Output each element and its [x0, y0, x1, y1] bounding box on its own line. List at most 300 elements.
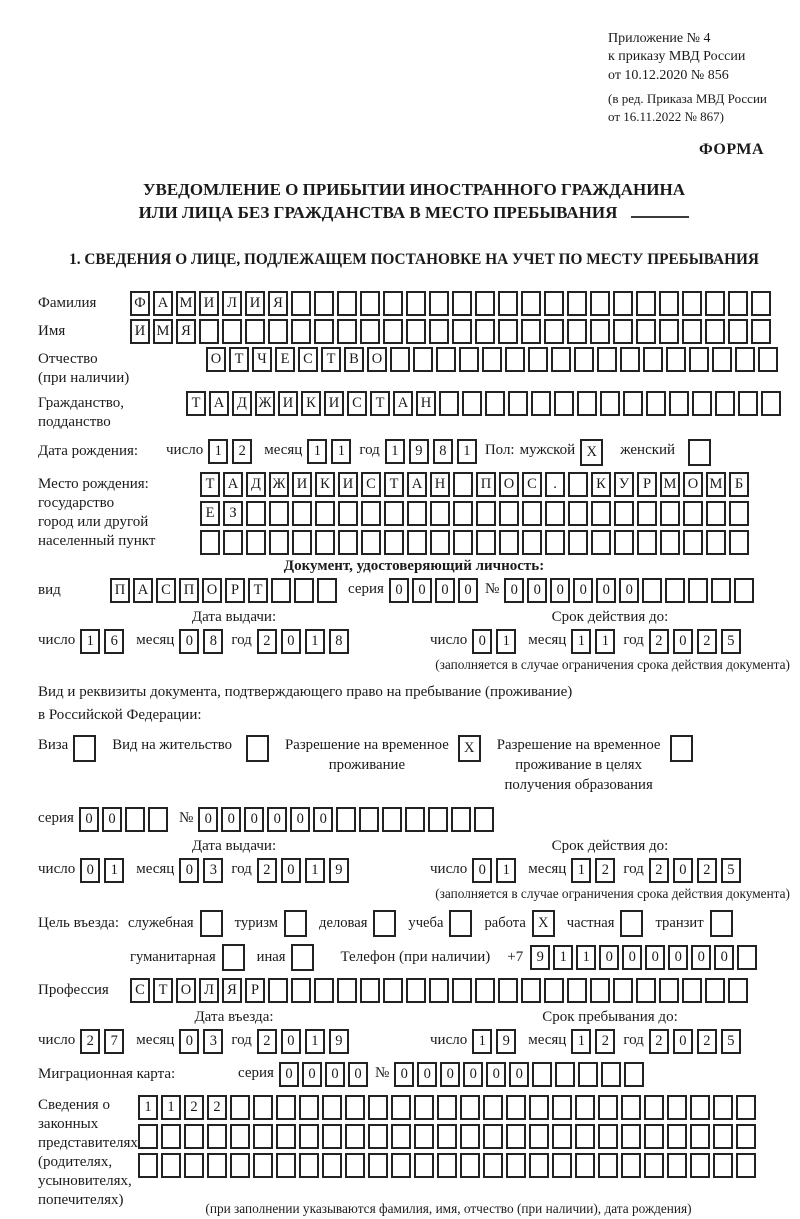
form-cell[interactable]: 2 — [649, 858, 669, 883]
form-cell[interactable] — [689, 347, 709, 372]
form-cell[interactable] — [705, 978, 725, 1003]
birthplace-row2-boxes[interactable] — [200, 501, 752, 526]
form-cell[interactable] — [713, 1095, 733, 1120]
form-cell[interactable]: 1 — [472, 1029, 492, 1054]
form-cell[interactable] — [568, 472, 588, 497]
birthdate-year-boxes[interactable] — [385, 439, 481, 464]
form-cell[interactable]: 0 — [389, 578, 409, 603]
form-cell[interactable]: Т — [321, 347, 341, 372]
checkbox-cell[interactable] — [200, 910, 223, 937]
form-cell[interactable] — [751, 319, 771, 344]
form-cell[interactable]: 1 — [496, 629, 516, 654]
form-cell[interactable] — [476, 530, 496, 555]
form-cell[interactable]: 3 — [203, 1029, 223, 1054]
birthplace-row1-boxes[interactable] — [200, 472, 752, 497]
checkbox-cell[interactable] — [710, 910, 733, 937]
form-cell[interactable] — [621, 1095, 641, 1120]
form-cell[interactable] — [521, 291, 541, 316]
residence-valid-month-boxes[interactable] — [571, 858, 619, 883]
form-cell[interactable] — [613, 319, 633, 344]
form-cell[interactable]: 1 — [571, 1029, 591, 1054]
form-cell[interactable]: 2 — [257, 1029, 277, 1054]
residence-issue-year-boxes[interactable] — [257, 858, 353, 883]
form-cell[interactable] — [506, 1095, 526, 1120]
form-cell[interactable] — [552, 1153, 572, 1178]
form-cell[interactable]: 0 — [472, 629, 492, 654]
form-cell[interactable]: 0 — [313, 807, 333, 832]
form-cell[interactable] — [482, 347, 502, 372]
form-cell[interactable] — [598, 1153, 618, 1178]
form-cell[interactable] — [451, 807, 471, 832]
form-cell[interactable] — [336, 807, 356, 832]
form-cell[interactable]: 0 — [673, 1029, 693, 1054]
form-cell[interactable] — [729, 501, 749, 526]
form-cell[interactable] — [499, 501, 519, 526]
form-cell[interactable] — [338, 501, 358, 526]
form-cell[interactable]: 0 — [509, 1062, 529, 1087]
form-cell[interactable]: С — [130, 978, 150, 1003]
residence-permit-checkbox[interactable] — [246, 735, 272, 762]
patronymic-boxes[interactable] — [206, 347, 781, 372]
form-cell[interactable]: 0 — [179, 629, 199, 654]
form-cell[interactable]: Т — [248, 578, 268, 603]
form-cell[interactable]: С — [347, 391, 367, 416]
form-cell[interactable] — [360, 319, 380, 344]
form-cell[interactable] — [161, 1124, 181, 1149]
form-cell[interactable] — [637, 501, 657, 526]
form-cell[interactable] — [148, 807, 168, 832]
form-cell[interactable]: Я — [268, 291, 288, 316]
form-cell[interactable]: 0 — [673, 858, 693, 883]
form-cell[interactable] — [574, 347, 594, 372]
form-cell[interactable]: 2 — [595, 858, 615, 883]
form-cell[interactable] — [322, 1124, 342, 1149]
form-cell[interactable]: Р — [637, 472, 657, 497]
form-cell[interactable]: 0 — [221, 807, 241, 832]
purpose-tourism-checkbox[interactable] — [284, 910, 310, 937]
form-cell[interactable] — [575, 1153, 595, 1178]
identity-valid-month-boxes[interactable] — [571, 629, 619, 654]
form-cell[interactable] — [223, 530, 243, 555]
form-cell[interactable] — [601, 1062, 621, 1087]
form-cell[interactable] — [552, 1095, 572, 1120]
form-cell[interactable]: 0 — [622, 945, 642, 970]
form-cell[interactable] — [460, 1095, 480, 1120]
form-cell[interactable]: 1 — [571, 629, 591, 654]
doc-series-boxes[interactable] — [389, 578, 481, 603]
form-cell[interactable]: Я — [176, 319, 196, 344]
form-cell[interactable]: А — [393, 391, 413, 416]
form-cell[interactable] — [360, 291, 380, 316]
form-cell[interactable] — [276, 1095, 296, 1120]
form-cell[interactable]: Л — [222, 291, 242, 316]
form-cell[interactable]: 0 — [440, 1062, 460, 1087]
form-cell[interactable]: 0 — [102, 807, 122, 832]
form-cell[interactable]: 1 — [161, 1095, 181, 1120]
identity-valid-year-boxes[interactable] — [649, 629, 745, 654]
form-cell[interactable]: Ф — [130, 291, 150, 316]
form-cell[interactable] — [125, 807, 145, 832]
form-cell[interactable]: Т — [200, 472, 220, 497]
stay-year-boxes[interactable] — [649, 1029, 745, 1054]
form-cell[interactable]: 0 — [290, 807, 310, 832]
birthdate-month-boxes[interactable] — [307, 439, 355, 464]
identity-issue-day-boxes[interactable] — [80, 629, 128, 654]
form-cell[interactable]: В — [344, 347, 364, 372]
form-cell[interactable]: Ж — [255, 391, 275, 416]
form-cell[interactable] — [428, 807, 448, 832]
form-cell[interactable]: 9 — [409, 439, 429, 464]
form-cell[interactable] — [483, 1124, 503, 1149]
residence-valid-year-boxes[interactable] — [649, 858, 745, 883]
citizenship-boxes[interactable] — [186, 391, 784, 416]
form-cell[interactable]: И — [245, 291, 265, 316]
form-cell[interactable]: О — [176, 978, 196, 1003]
form-cell[interactable]: 0 — [573, 578, 593, 603]
form-cell[interactable]: Д — [232, 391, 252, 416]
form-cell[interactable] — [642, 578, 662, 603]
form-cell[interactable]: И — [130, 319, 150, 344]
form-cell[interactable] — [462, 391, 482, 416]
form-cell[interactable] — [578, 1062, 598, 1087]
form-cell[interactable] — [384, 501, 404, 526]
form-cell[interactable]: 0 — [79, 807, 99, 832]
form-cell[interactable]: С — [298, 347, 318, 372]
form-cell[interactable]: 0 — [673, 629, 693, 654]
form-cell[interactable]: Т — [370, 391, 390, 416]
visa-checkbox[interactable] — [73, 735, 99, 762]
identity-issue-year-boxes[interactable] — [257, 629, 353, 654]
form-cell[interactable] — [636, 291, 656, 316]
form-cell[interactable] — [567, 319, 587, 344]
form-cell[interactable]: К — [301, 391, 321, 416]
form-cell[interactable] — [568, 530, 588, 555]
form-cell[interactable]: 2 — [649, 1029, 669, 1054]
form-cell[interactable] — [430, 530, 450, 555]
form-cell[interactable] — [453, 472, 473, 497]
form-cell[interactable] — [624, 1062, 644, 1087]
form-cell[interactable] — [338, 530, 358, 555]
form-cell[interactable]: М — [176, 291, 196, 316]
form-cell[interactable] — [499, 530, 519, 555]
form-cell[interactable] — [391, 1124, 411, 1149]
form-cell[interactable]: 1 — [385, 439, 405, 464]
form-cell[interactable] — [598, 1095, 618, 1120]
form-cell[interactable] — [459, 347, 479, 372]
form-cell[interactable]: 0 — [691, 945, 711, 970]
form-cell[interactable] — [666, 347, 686, 372]
purpose-work-checkbox[interactable] — [532, 910, 558, 937]
form-cell[interactable] — [474, 807, 494, 832]
form-cell[interactable] — [623, 391, 643, 416]
form-cell[interactable]: Т — [186, 391, 206, 416]
form-cell[interactable] — [453, 501, 473, 526]
form-cell[interactable]: С — [522, 472, 542, 497]
purpose-study-checkbox[interactable] — [449, 910, 475, 937]
stay-month-boxes[interactable] — [571, 1029, 619, 1054]
form-cell[interactable]: 2 — [697, 1029, 717, 1054]
form-cell[interactable]: Р — [225, 578, 245, 603]
form-cell[interactable]: М — [660, 472, 680, 497]
birthdate-day-boxes[interactable] — [208, 439, 256, 464]
form-cell[interactable]: 0 — [267, 807, 287, 832]
form-cell[interactable] — [729, 530, 749, 555]
form-cell[interactable]: У — [614, 472, 634, 497]
form-cell[interactable] — [429, 319, 449, 344]
form-cell[interactable] — [577, 391, 597, 416]
form-cell[interactable]: П — [179, 578, 199, 603]
form-cell[interactable] — [529, 1153, 549, 1178]
form-cell[interactable] — [660, 530, 680, 555]
form-cell[interactable] — [407, 530, 427, 555]
form-cell[interactable] — [522, 530, 542, 555]
form-cell[interactable]: 6 — [104, 629, 124, 654]
form-cell[interactable]: 0 — [325, 1062, 345, 1087]
form-cell[interactable]: А — [133, 578, 153, 603]
form-cell[interactable] — [291, 319, 311, 344]
form-cell[interactable] — [643, 347, 663, 372]
form-cell[interactable] — [317, 578, 337, 603]
form-cell[interactable]: С — [361, 472, 381, 497]
form-cell[interactable]: 1 — [305, 629, 325, 654]
form-cell[interactable]: 8 — [329, 629, 349, 654]
form-cell[interactable] — [528, 347, 548, 372]
form-cell[interactable] — [405, 807, 425, 832]
form-cell[interactable]: 0 — [619, 578, 639, 603]
form-cell[interactable] — [498, 291, 518, 316]
form-cell[interactable] — [452, 291, 472, 316]
form-cell[interactable] — [383, 978, 403, 1003]
form-cell[interactable] — [597, 347, 617, 372]
form-cell[interactable] — [552, 1124, 572, 1149]
form-cell[interactable]: 1 — [496, 858, 516, 883]
checkbox-cell[interactable]: X — [532, 910, 555, 937]
birthplace-row3-boxes[interactable] — [200, 530, 752, 555]
form-cell[interactable]: О — [367, 347, 387, 372]
form-cell[interactable] — [567, 978, 587, 1003]
form-cell[interactable] — [439, 391, 459, 416]
form-cell[interactable] — [531, 391, 551, 416]
form-cell[interactable]: Б — [729, 472, 749, 497]
form-cell[interactable] — [544, 978, 564, 1003]
form-cell[interactable] — [453, 530, 473, 555]
form-cell[interactable] — [545, 530, 565, 555]
form-cell[interactable] — [485, 391, 505, 416]
form-cell[interactable]: О — [206, 347, 226, 372]
form-cell[interactable] — [345, 1095, 365, 1120]
form-cell[interactable] — [761, 391, 781, 416]
form-cell[interactable] — [659, 319, 679, 344]
form-cell[interactable] — [299, 1095, 319, 1120]
residence-series-boxes[interactable] — [79, 807, 171, 832]
identity-issue-month-boxes[interactable] — [179, 629, 227, 654]
form-cell[interactable]: 0 — [472, 858, 492, 883]
form-cell[interactable] — [498, 319, 518, 344]
form-cell[interactable] — [667, 1095, 687, 1120]
form-cell[interactable] — [430, 501, 450, 526]
form-cell[interactable] — [728, 978, 748, 1003]
form-cell[interactable]: 0 — [645, 945, 665, 970]
form-cell[interactable] — [568, 501, 588, 526]
form-cell[interactable] — [567, 291, 587, 316]
form-cell[interactable] — [390, 347, 410, 372]
form-cell[interactable] — [636, 978, 656, 1003]
form-cell[interactable] — [508, 391, 528, 416]
form-cell[interactable] — [268, 319, 288, 344]
form-cell[interactable]: 1 — [138, 1095, 158, 1120]
sex-male-checkbox[interactable] — [580, 439, 606, 466]
form-cell[interactable]: 1 — [208, 439, 228, 464]
form-cell[interactable] — [337, 319, 357, 344]
representatives-row1-boxes[interactable] — [138, 1095, 759, 1120]
form-cell[interactable] — [207, 1153, 227, 1178]
phone-boxes[interactable] — [530, 945, 760, 970]
form-cell[interactable]: 1 — [104, 858, 124, 883]
form-cell[interactable] — [383, 319, 403, 344]
form-cell[interactable] — [391, 1153, 411, 1178]
form-cell[interactable]: Н — [430, 472, 450, 497]
form-cell[interactable] — [544, 291, 564, 316]
form-cell[interactable] — [667, 1153, 687, 1178]
form-cell[interactable] — [291, 978, 311, 1003]
form-cell[interactable] — [414, 1124, 434, 1149]
form-cell[interactable]: 2 — [232, 439, 252, 464]
form-cell[interactable]: И — [199, 291, 219, 316]
form-cell[interactable] — [735, 347, 755, 372]
form-cell[interactable] — [713, 1124, 733, 1149]
form-cell[interactable]: А — [153, 291, 173, 316]
form-cell[interactable] — [690, 1153, 710, 1178]
form-cell[interactable]: 2 — [184, 1095, 204, 1120]
form-cell[interactable]: 0 — [179, 1029, 199, 1054]
entry-day-boxes[interactable] — [80, 1029, 128, 1054]
form-cell[interactable] — [368, 1153, 388, 1178]
stay-day-boxes[interactable] — [472, 1029, 520, 1054]
form-cell[interactable]: 0 — [504, 578, 524, 603]
form-cell[interactable] — [613, 978, 633, 1003]
checkbox-cell[interactable] — [284, 910, 307, 937]
form-cell[interactable]: 1 — [305, 1029, 325, 1054]
form-cell[interactable] — [460, 1153, 480, 1178]
form-cell[interactable] — [529, 1124, 549, 1149]
form-cell[interactable]: 0 — [412, 578, 432, 603]
form-cell[interactable] — [483, 1153, 503, 1178]
residence-issue-day-boxes[interactable] — [80, 858, 128, 883]
form-cell[interactable]: 2 — [257, 858, 277, 883]
form-cell[interactable]: М — [153, 319, 173, 344]
representatives-row3-boxes[interactable] — [138, 1153, 759, 1178]
form-cell[interactable] — [414, 1095, 434, 1120]
form-cell[interactable] — [738, 391, 758, 416]
form-cell[interactable]: 1 — [307, 439, 327, 464]
form-cell[interactable] — [590, 319, 610, 344]
form-cell[interactable] — [337, 978, 357, 1003]
form-cell[interactable] — [184, 1124, 204, 1149]
form-cell[interactable] — [429, 978, 449, 1003]
firstname-boxes[interactable] — [130, 319, 774, 344]
form-cell[interactable] — [360, 978, 380, 1003]
form-cell[interactable] — [736, 1153, 756, 1178]
form-cell[interactable] — [590, 978, 610, 1003]
form-cell[interactable]: 0 — [458, 578, 478, 603]
form-cell[interactable] — [314, 291, 334, 316]
form-cell[interactable] — [299, 1153, 319, 1178]
form-cell[interactable]: 5 — [721, 629, 741, 654]
form-cell[interactable]: Е — [275, 347, 295, 372]
form-cell[interactable]: И — [292, 472, 312, 497]
form-cell[interactable] — [751, 291, 771, 316]
residence-issue-month-boxes[interactable] — [179, 858, 227, 883]
form-cell[interactable] — [521, 978, 541, 1003]
form-cell[interactable] — [245, 319, 265, 344]
form-cell[interactable] — [667, 1124, 687, 1149]
form-cell[interactable] — [276, 1124, 296, 1149]
form-cell[interactable] — [413, 347, 433, 372]
form-cell[interactable] — [591, 530, 611, 555]
form-cell[interactable]: З — [223, 501, 243, 526]
form-cell[interactable]: Н — [416, 391, 436, 416]
representatives-row2-boxes[interactable] — [138, 1124, 759, 1149]
form-cell[interactable] — [406, 978, 426, 1003]
checkbox-cell[interactable]: X — [580, 439, 603, 466]
form-cell[interactable] — [253, 1095, 273, 1120]
form-cell[interactable] — [659, 978, 679, 1003]
form-cell[interactable]: 2 — [697, 858, 717, 883]
form-cell[interactable] — [138, 1124, 158, 1149]
form-cell[interactable] — [475, 978, 495, 1003]
form-cell[interactable]: К — [591, 472, 611, 497]
form-cell[interactable] — [728, 319, 748, 344]
form-cell[interactable] — [712, 347, 732, 372]
form-cell[interactable] — [706, 530, 726, 555]
form-cell[interactable] — [637, 530, 657, 555]
form-cell[interactable]: С — [156, 578, 176, 603]
checkbox-cell[interactable] — [670, 735, 693, 762]
checkbox-cell[interactable] — [449, 910, 472, 937]
form-cell[interactable] — [294, 578, 314, 603]
form-cell[interactable] — [437, 1124, 457, 1149]
form-cell[interactable]: 9 — [496, 1029, 516, 1054]
form-cell[interactable]: 2 — [697, 629, 717, 654]
form-cell[interactable] — [406, 319, 426, 344]
form-cell[interactable] — [483, 1095, 503, 1120]
form-cell[interactable]: О — [499, 472, 519, 497]
form-cell[interactable]: 0 — [281, 629, 301, 654]
form-cell[interactable] — [253, 1124, 273, 1149]
form-cell[interactable] — [230, 1153, 250, 1178]
form-cell[interactable]: 0 — [281, 858, 301, 883]
form-cell[interactable] — [314, 978, 334, 1003]
form-cell[interactable]: 0 — [281, 1029, 301, 1054]
form-cell[interactable] — [406, 291, 426, 316]
form-cell[interactable]: Я — [222, 978, 242, 1003]
form-cell[interactable] — [292, 501, 312, 526]
form-cell[interactable] — [621, 1153, 641, 1178]
form-cell[interactable] — [705, 291, 725, 316]
form-cell[interactable] — [590, 291, 610, 316]
form-cell[interactable] — [690, 1124, 710, 1149]
form-cell[interactable] — [683, 530, 703, 555]
form-cell[interactable] — [621, 1124, 641, 1149]
form-cell[interactable]: Т — [153, 978, 173, 1003]
profession-boxes[interactable] — [130, 978, 751, 1003]
form-cell[interactable] — [598, 1124, 618, 1149]
form-cell[interactable]: Т — [229, 347, 249, 372]
form-cell[interactable] — [575, 1095, 595, 1120]
checkbox-cell[interactable] — [73, 735, 96, 762]
form-cell[interactable] — [660, 501, 680, 526]
form-cell[interactable] — [429, 291, 449, 316]
